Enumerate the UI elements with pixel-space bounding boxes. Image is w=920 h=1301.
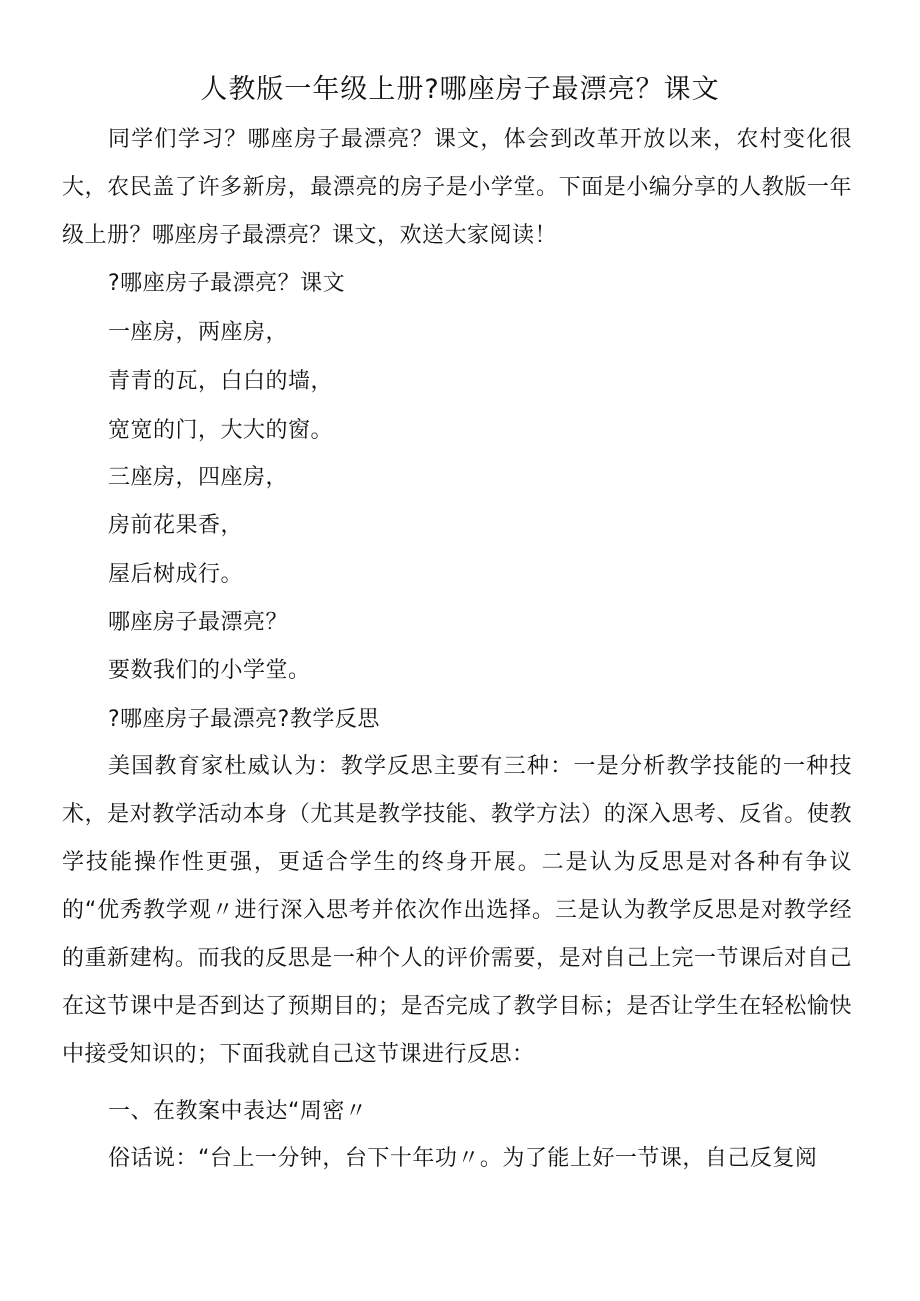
reflection-heading: ?哪座房子最漂亮?教学反思: [108, 707, 380, 732]
poem-line-2: 青青的瓦，白白的墙，: [108, 369, 334, 394]
reflection-paragraph: 美国教育家杜威认为：教学反思主要有三种：一是分析教学技能的一种技术，是对教学活动本身（尤其是教学技能、教学方法）的深入思考、反省。使教学技能操作性更强，更适合学生的终身开展。二是认为反思是对各种有争议的“优秀教学观〃进行深入思考并依次作出选择。三是认为教学反思是对教学经的重新建构。而我的反思是一种个人的评价需要，是对自己上完一节课后对自己在这节课中是否到达了预期目的；是否完成了教学目标；是否让学生在轻松愉快中接受知识的；下面我就自己这节课进行反思：: [62, 754, 852, 1067]
poem-line-5: 房前花果香，: [108, 513, 244, 538]
poem-line-8: 要数我们的小学堂。: [108, 658, 311, 683]
document-title: 人教版一年级上册?哪座房子最漂亮？课文: [200, 74, 720, 105]
text-heading: ?哪座房子最漂亮？课文: [108, 271, 346, 296]
poem-line-3: 宽宽的门，大大的窗。: [108, 418, 334, 443]
poem-line-1: 一座房，两座房，: [108, 320, 289, 345]
poem-line-4: 三座房，四座房，: [108, 465, 289, 490]
poem-line-6: 屋后树成行。: [108, 562, 244, 587]
intro-paragraph: 同学们学习？哪座房子最漂亮？课文，体会到改革开放以来，农村变化很大，农民盖了许多新房，最漂亮的房子是小学堂。下面是小编分享的人教版一年级上册？哪座房子最漂亮？课文，欢送大家阅读！: [62, 127, 852, 248]
poem-line-7: 哪座房子最漂亮？: [108, 610, 289, 635]
section-1-heading: 一、在教案中表达“周密〃: [108, 1099, 368, 1124]
section-1-paragraph: 俗话说：“台上一分钟，台下十年功〃。为了能上好一节课，自己反复阅: [108, 1146, 818, 1171]
